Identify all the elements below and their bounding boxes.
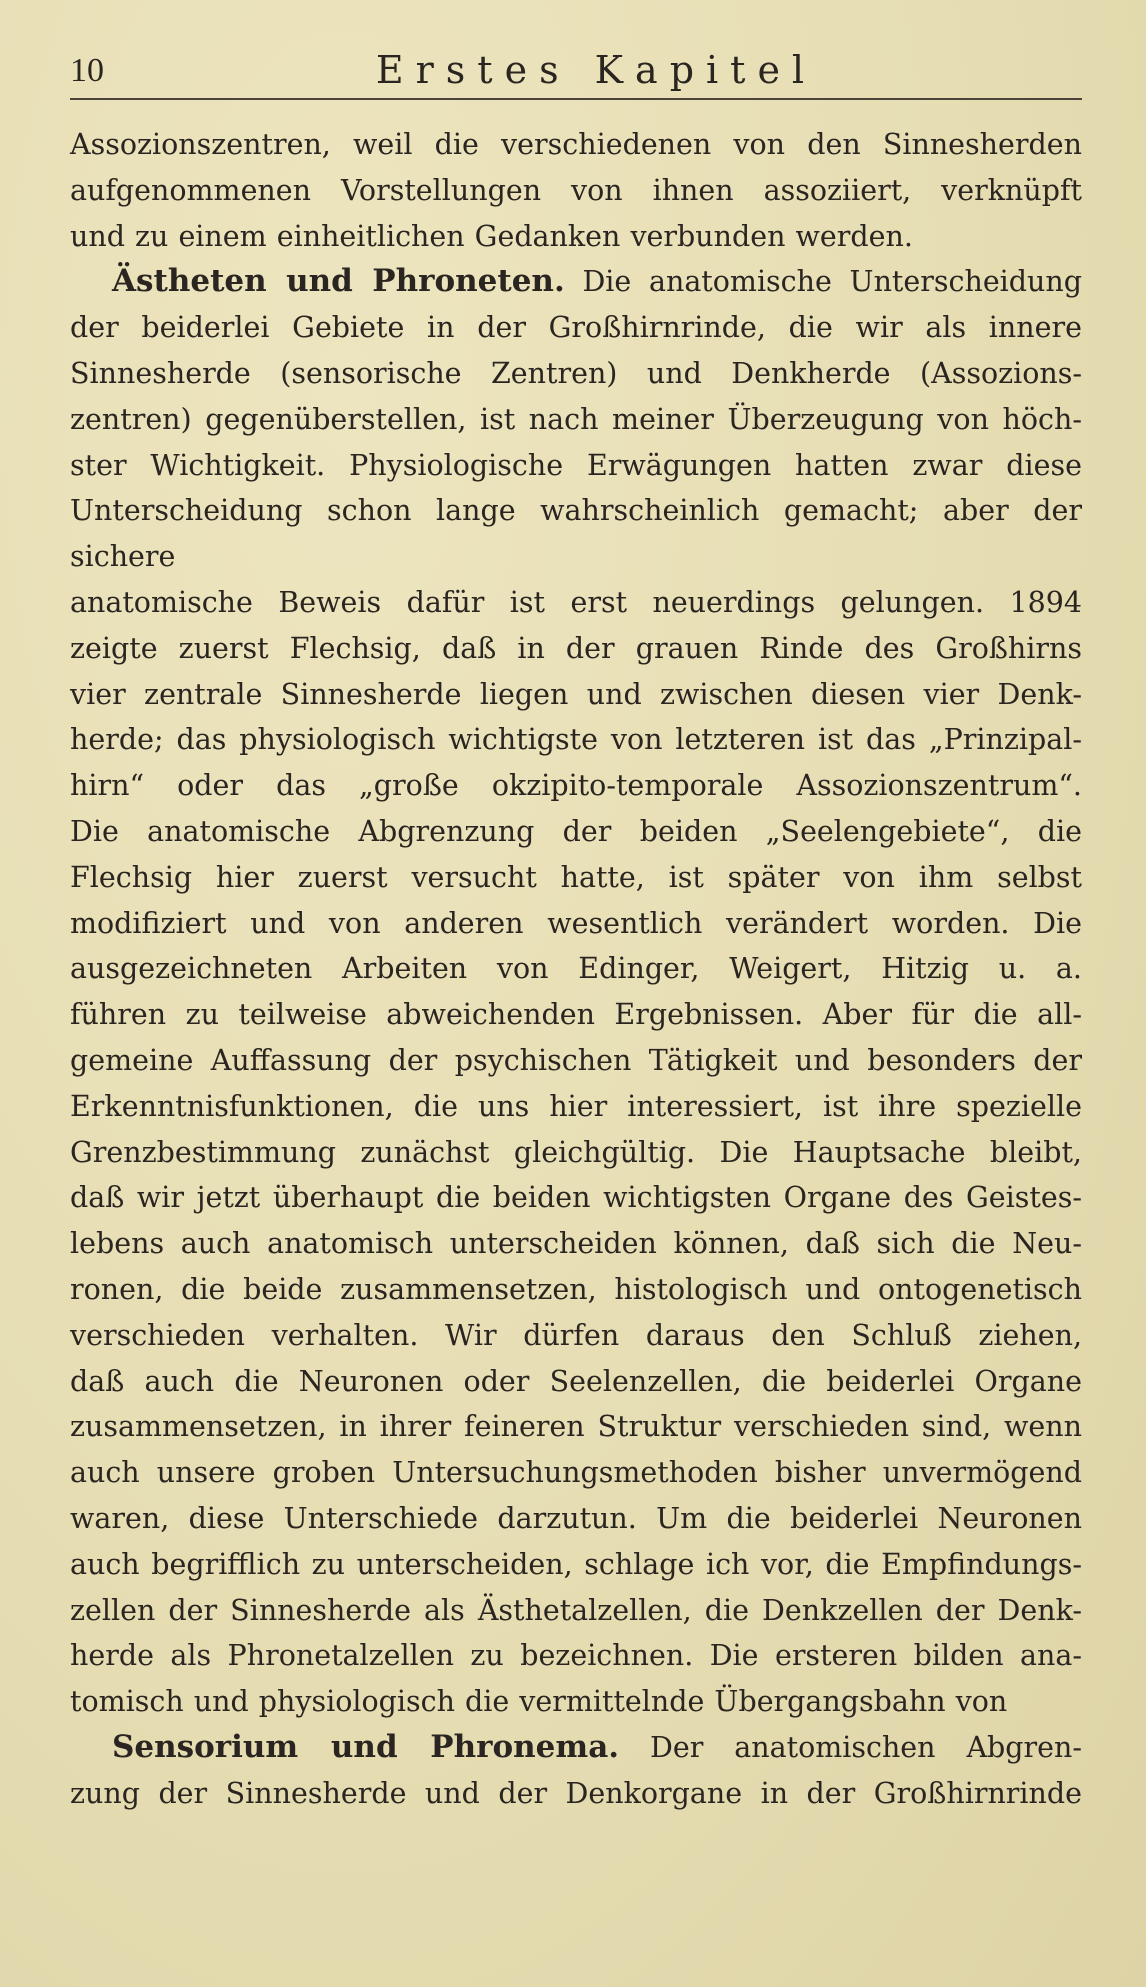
- text-line: und zu einem einheitlichen Gedanken verbunden werden.: [70, 219, 913, 253]
- text-line: daß auch die Neuronen oder Seelenzellen, die beiderlei Organe: [70, 1364, 1082, 1398]
- body-text: [70, 122, 1082, 1816]
- text-line: führen zu teilweise abweichenden Ergebnissen. Aber für die all-: [70, 998, 1082, 1032]
- text-line: ster Wichtigkeit. Physiologische Erwägungen hatten zwar diese: [70, 448, 1082, 482]
- text-line: Grenzbestimmung zunächst gleichgültig. Die Hauptsache bleibt,: [70, 1135, 1082, 1169]
- book-page: [70, 48, 1082, 1816]
- text-line: Assozionszentren, weil die verschiedenen von den Sinnesherden: [70, 128, 1082, 161]
- text-line: herde; das physiologisch wichtigste von letzteren ist das „Prinzipal-: [70, 723, 1082, 757]
- text-line: zung der Sinnesherde und der Denkorgane in der Großhirnrinde: [70, 1776, 1082, 1810]
- text-line: Sinnesherde (sensorische Zentren) und Denkherde (Assozions-: [70, 356, 1082, 390]
- text-line: [70, 259, 1082, 305]
- page-number: 10: [70, 52, 104, 89]
- text-line: Unterscheidung schon lange wahrscheinlich gemacht; aber der sichere: [70, 494, 1082, 574]
- paragraph-sensorium: [70, 1725, 1082, 1817]
- text-line: [70, 1725, 1082, 1771]
- text-line: waren, diese Unterschiede darzutun. Um die beiderlei Neuronen: [70, 1501, 1082, 1535]
- running-head: [70, 48, 1082, 100]
- paragraph-continuation: [70, 122, 1082, 259]
- text-line: zentren) gegenüberstellen, ist nach meiner Überzeugung von höch-: [70, 402, 1082, 436]
- text-line: anatomische Beweis dafür ist erst neuerdings gelungen. 1894: [70, 585, 1082, 619]
- heading-line-text: Die anatomische Unterscheidung: [582, 265, 1082, 299]
- text-line: gemeine Auffassung der psychischen Tätigkeit und besonders der: [70, 1043, 1082, 1077]
- text-line: tomisch und physiologisch die vermittelnde Übergangsbahn von: [70, 1685, 1008, 1719]
- text-line: daß wir jetzt überhaupt die beiden wichtigsten Organe des Geistes-: [70, 1181, 1082, 1215]
- text-line: aufgenommenen Vorstellungen von ihnen assoziiert, verknüpft: [70, 173, 1082, 207]
- text-line: hirn“ oder das „große okzipito-temporale Assozionszentrum“.: [70, 769, 1082, 803]
- text-line: vier zentrale Sinnesherde liegen und zwischen diesen vier Denk-: [70, 677, 1082, 711]
- heading-line-text: Der anatomischen Abgren-: [650, 1730, 1082, 1764]
- text-line: zeigte zuerst Flechsig, daß in der grauen Rinde des Großhirns: [70, 631, 1082, 665]
- text-line: zellen der Sinnesherde als Ästhetalzellen, die Denkzellen der Denk-: [70, 1593, 1082, 1627]
- text-line: verschieden verhalten. Wir dürfen daraus den Schluß ziehen,: [70, 1318, 1082, 1352]
- chapter-title: Erstes Kapitel: [375, 48, 817, 92]
- text-line: modifiziert und von anderen wesentlich verändert worden. Die: [70, 906, 1082, 940]
- text-line: Die anatomische Abgrenzung der beiden „Seelengebiete“, die: [70, 814, 1082, 848]
- text-line: herde als Phronetalzellen zu bezeichnen. Die ersteren bilden ana-: [70, 1639, 1082, 1673]
- text-line: auch begrifflich zu unterscheiden, schlage ich vor, die Empfindungs-: [70, 1547, 1082, 1581]
- text-line: ausgezeichneten Arbeiten von Edinger, Weigert, Hitzig u. a.: [70, 952, 1082, 986]
- text-line: Erkenntnisfunktionen, die uns hier interessiert, ist ihre spezielle: [70, 1089, 1082, 1123]
- text-line: lebens auch anatomisch unterscheiden können, daß sich die Neu-: [70, 1227, 1082, 1261]
- text-line: zusammensetzen, in ihrer feineren Struktur verschieden sind, wenn: [70, 1410, 1082, 1444]
- section-heading: Ästheten und Phroneten.: [112, 263, 565, 300]
- text-line: ronen, die beide zusammensetzen, histologisch und ontogenetisch: [70, 1272, 1082, 1306]
- text-line: Flechsig hier zuerst versucht hatte, ist später von ihm selbst: [70, 860, 1082, 894]
- text-line: auch unsere groben Untersuchungsmethoden bisher unvermögend: [70, 1456, 1082, 1490]
- text-line: der beiderlei Gebiete in der Großhirnrinde, die wir als innere: [70, 311, 1082, 345]
- section-heading: Sensorium und Phronema.: [112, 1728, 620, 1765]
- paragraph-aestheten: [70, 259, 1082, 1725]
